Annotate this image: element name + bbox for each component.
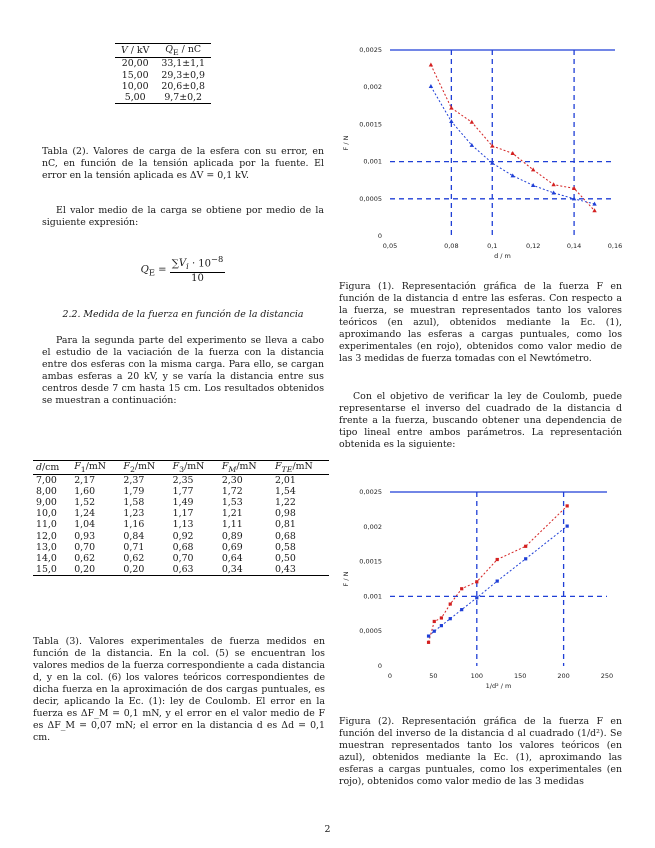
y-tick-label: 0,0015: [359, 120, 382, 129]
x-axis-title: 1/d² / m: [485, 682, 512, 690]
table-2-cell: 9,7±0,2: [164, 92, 203, 104]
table-row: [33, 508, 329, 519]
y-axis-title: F / N: [342, 571, 350, 587]
data-point: [475, 596, 478, 599]
table-3-cell: 14,0: [36, 552, 57, 564]
y-tick-label: 0,002: [363, 83, 382, 92]
data-point: [429, 84, 433, 88]
table-2-cell: 20,6±0,8: [161, 80, 205, 92]
y-tick-label: 0,001: [363, 157, 382, 166]
figure-2-chart: [342, 482, 620, 708]
table-3-cell: 0,98: [274, 508, 296, 520]
table-3-header: [33, 461, 329, 475]
table-3-cell: 0,58: [274, 541, 296, 553]
series-line-theoretical: [431, 86, 595, 204]
table-3-cell: 1,04: [74, 519, 96, 531]
table-3-cell: 1,16: [123, 519, 145, 531]
x-tick-label: 100: [470, 672, 484, 680]
data-point: [449, 602, 452, 605]
table-3-cell: 0,70: [172, 552, 194, 564]
data-point: [496, 558, 499, 561]
table-3-cell: 0,43: [274, 563, 296, 575]
table-3-cell: 0,50: [274, 552, 296, 564]
table-3-cell: 0,68: [172, 541, 194, 553]
x-tick-label: 50: [429, 672, 438, 680]
table-3-cell: 1,17: [172, 508, 194, 520]
x-tick-label: 150: [513, 672, 527, 680]
table-3-cell: 1,54: [274, 486, 296, 498]
x-tick-label: 200: [557, 672, 570, 680]
table-3-cell: 1,49: [172, 497, 194, 509]
table-3-cell: 1,79: [123, 486, 145, 498]
table-3-cell: 0,64: [221, 552, 243, 564]
equation-fraction: [170, 254, 226, 286]
data-point: [449, 617, 452, 620]
table-3-cell: 1,21: [221, 508, 243, 520]
table-2-cell: 5,00: [124, 92, 146, 104]
x-tick-label: 0,1: [487, 242, 498, 250]
figure-2-caption: Figura (2). Representación gráfica de la fuerza F en función del inverso de la distancia d al cuadrado (1/d²). Se muestran representados tanto los valores teóricos (en azul), obtenidos mediante la Ec. (1), aproximando las esferas a cargas puntuales, como los experimentales (en rojo), obtenidos como valor medio de las 3 medidas: [339, 716, 622, 788]
table-3-cell: 9,00: [36, 497, 57, 509]
y-tick-label: 0,001: [363, 592, 382, 601]
y-tick-label: 0,002: [363, 522, 382, 531]
table-3-cell: 0,89: [221, 530, 243, 542]
y-tick-label: 0,0025: [359, 46, 382, 54]
table-3-cell: 0,68: [274, 530, 296, 542]
data-point: [460, 587, 463, 590]
table-3-cell: 13,0: [36, 541, 57, 553]
table-row: [115, 81, 211, 92]
table-row: [115, 70, 211, 81]
table-3-col-fm: $F_M/mN$: [221, 461, 257, 474]
paragraph-distance-experiment: Para la segunda parte del experimento se lleva a cabo el estudio de la vaciación de la fuerza con la distancia entre dos esferas con la misma carga. Para ello, se cargan ambas esferas a 20 kV, y se varía la distancia entre sus centros desde 7 cm hasta 15 cm. Los resultados obtenidos se muestran a continuación:: [42, 335, 324, 407]
table-3-cell: 1,53: [221, 497, 243, 509]
table-3-cell: 0,71: [123, 541, 145, 553]
data-point: [566, 525, 569, 528]
table-2-header: [115, 44, 211, 58]
x-tick-label: 0,12: [525, 242, 541, 250]
table-3-cell: 1,72: [221, 486, 243, 498]
page-number: 2: [324, 824, 331, 835]
table-row: [33, 564, 329, 576]
y-tick-label: 0: [377, 232, 382, 240]
table-row: [33, 542, 329, 553]
data-point: [433, 620, 436, 623]
y-tick-label: 0,0025: [359, 488, 382, 496]
data-point: [440, 624, 443, 627]
table-3-cell: 15,0: [36, 563, 57, 575]
table-3-body: [33, 475, 329, 576]
table-3-cell: 1,23: [123, 508, 145, 520]
table-3-cell: 0,81: [274, 519, 296, 531]
paragraph-mean-charge: El valor medio de la carga se obtiene por medio de la siguiente expresión:: [42, 205, 324, 229]
table-row: [33, 553, 329, 564]
table-3-col-f1: $F_1/mN$: [74, 461, 106, 474]
table-3-cell: 1,24: [74, 508, 96, 520]
x-tick-label: 250: [600, 672, 614, 680]
table-3-col-f2: $F_2/mN$: [123, 461, 156, 474]
table-3-cell: 0,69: [221, 541, 243, 553]
data-point: [566, 504, 569, 507]
table-2-cell: 15,00: [121, 69, 149, 81]
table-2-col-v: V / kV: [121, 44, 150, 56]
table-row: [33, 531, 329, 542]
x-tick-label: 0,16: [607, 242, 623, 250]
series-line-experimental: [429, 506, 568, 642]
data-point: [524, 557, 527, 560]
data-point: [524, 545, 527, 548]
table-2-col-q: $Q_E$ / nC: [165, 44, 202, 57]
table-3-cell: 0,70: [74, 541, 96, 553]
data-point: [551, 182, 555, 186]
table-3-cell: 2,17: [74, 475, 96, 487]
x-tick-label: 0,14: [566, 242, 582, 250]
table-3-cell: 1,11: [221, 519, 243, 531]
table-3: [33, 460, 329, 576]
y-tick-label: 0,0005: [359, 627, 382, 636]
x-tick-label: 0,05: [382, 242, 398, 250]
data-point: [470, 120, 474, 124]
table-3-cell: 1,60: [74, 486, 96, 498]
series-line-experimental: [431, 65, 595, 211]
table-3-cell: 0,34: [221, 563, 243, 575]
table-3-cell: 1,13: [172, 519, 194, 531]
table-2-cell: 10,00: [121, 80, 149, 92]
y-axis-title: F / N: [342, 135, 350, 151]
table-3-cell: 2,30: [221, 475, 243, 487]
table-3-cell: 1,52: [74, 497, 96, 509]
data-point: [429, 62, 433, 66]
data-point: [433, 630, 436, 633]
data-point: [427, 641, 430, 644]
table-3-cell: 8,00: [36, 486, 57, 498]
table-2-caption: Tabla (2). Valores de carga de la esfera con su error, en nC, en función de la tensión aplicada por la fuente. El error en la tensión aplicada es ΔV = 0,1 kV.: [42, 146, 324, 182]
table-3-caption: Tabla (3). Valores experimentales de fuerza medidos en función de la distancia. En la col. (5) se encuentran los valores medios de la fuerza correspondiente a cada distancia d, y en la col. (6) los valores teóricos correspondientes de dicha fuerza en la aproximación de dos cargas puntuales, es decir, aplicando la Ec. (1): ley de Coulomb. El error en la fuerza es ΔF_M = 0,1 mN, y el error en el valor medio de F es ΔF_M = 0,07 mN; el error en la distancia d es Δd = 0,1 cm.: [33, 636, 325, 744]
table-3-col-f3: $F_3/mN$: [172, 461, 205, 474]
y-tick-label: 0,0005: [359, 194, 382, 203]
table-2-cell: 20,00: [121, 58, 149, 70]
x-tick-label: 0,08: [444, 242, 459, 250]
table-row: [33, 519, 329, 530]
table-3-cell: 2,37: [123, 475, 145, 487]
equation-numerator: $\sum V_i \cdot 10^{-8}$: [171, 254, 224, 272]
paragraph-coulomb: Con el objetivo de verificar la ley de Coulomb, puede representarse el inverso del cuadrado de la distancia d frente a la fuerza, buscando obtener una dependencia de tipo lineal entre ambos parámetros. La representación obtenida es la siguiente:: [339, 391, 622, 451]
y-tick-label: 0,0015: [359, 557, 382, 566]
table-3-col-fte: $F_{TE}/mN$: [274, 461, 313, 474]
table-3-col-d: d/cm: [36, 462, 60, 473]
table-3-cell: 2,01: [274, 475, 296, 487]
figure-1-caption: Figura (1). Representación gráfica de la fuerza F en función de la distancia d entre las esferas. Con respecto a la fuerza, se muestran representados tanto los valores teóricos (en azul), obtenidos mediante la Ec. (1), aproximando las esferas a cargas puntuales, como los experimentales (en rojo), obtenidos como valor medio de las 3 medidas de fuerza tomadas con el Newtómetro.: [339, 281, 622, 365]
table-3-cell: 0,62: [74, 552, 96, 564]
data-point: [427, 634, 430, 637]
table-3-cell: 0,63: [172, 563, 194, 575]
data-point: [496, 579, 499, 582]
table-3-cell: 10,0: [36, 508, 57, 520]
figure-1-chart: [342, 40, 623, 272]
table-3-cell: 0,20: [123, 563, 145, 575]
table-2-body: [115, 58, 211, 104]
table-3-cell: 7,00: [36, 475, 57, 487]
y-tick-label: 0: [377, 662, 382, 670]
table-row: [115, 58, 211, 70]
table-row: [33, 486, 329, 497]
data-point: [449, 119, 453, 123]
table-3-cell: 11,0: [36, 519, 57, 531]
table-3-cell: 0,84: [123, 530, 145, 542]
x-tick-label: 0: [387, 672, 393, 680]
data-point: [440, 616, 443, 619]
subsection-title: 2.2. Medida de la fuerza en función de la distancia: [62, 309, 304, 320]
equation-charge: $Q_E$ = $\frac{\sum V_i \cdot 10^{-8}}{10}$: [140, 254, 224, 284]
table-3-cell: 0,93: [74, 530, 96, 542]
table-2-cell: 29,3±0,9: [161, 69, 205, 81]
table-2-cell: 33,1±1,1: [161, 58, 205, 70]
table-row: [33, 497, 329, 508]
data-point: [475, 580, 478, 583]
table-3-cell: 0,92: [172, 530, 194, 542]
table-2: [115, 43, 211, 104]
table-3-cell: 1,77: [172, 486, 194, 498]
table-row: [33, 475, 329, 487]
data-point: [460, 608, 463, 611]
table-3-cell: 1,22: [274, 497, 296, 509]
table-3-cell: 1,58: [123, 497, 145, 509]
data-point: [449, 106, 453, 110]
table-row: [115, 92, 211, 104]
table-3-cell: 12,0: [36, 530, 57, 542]
equation-denominator: 10: [191, 272, 204, 284]
x-axis-title: d / m: [494, 252, 511, 260]
table-3-cell: 0,62: [123, 552, 145, 564]
table-3-cell: 2,35: [172, 475, 194, 487]
table-3-cell: 0,20: [74, 563, 96, 575]
